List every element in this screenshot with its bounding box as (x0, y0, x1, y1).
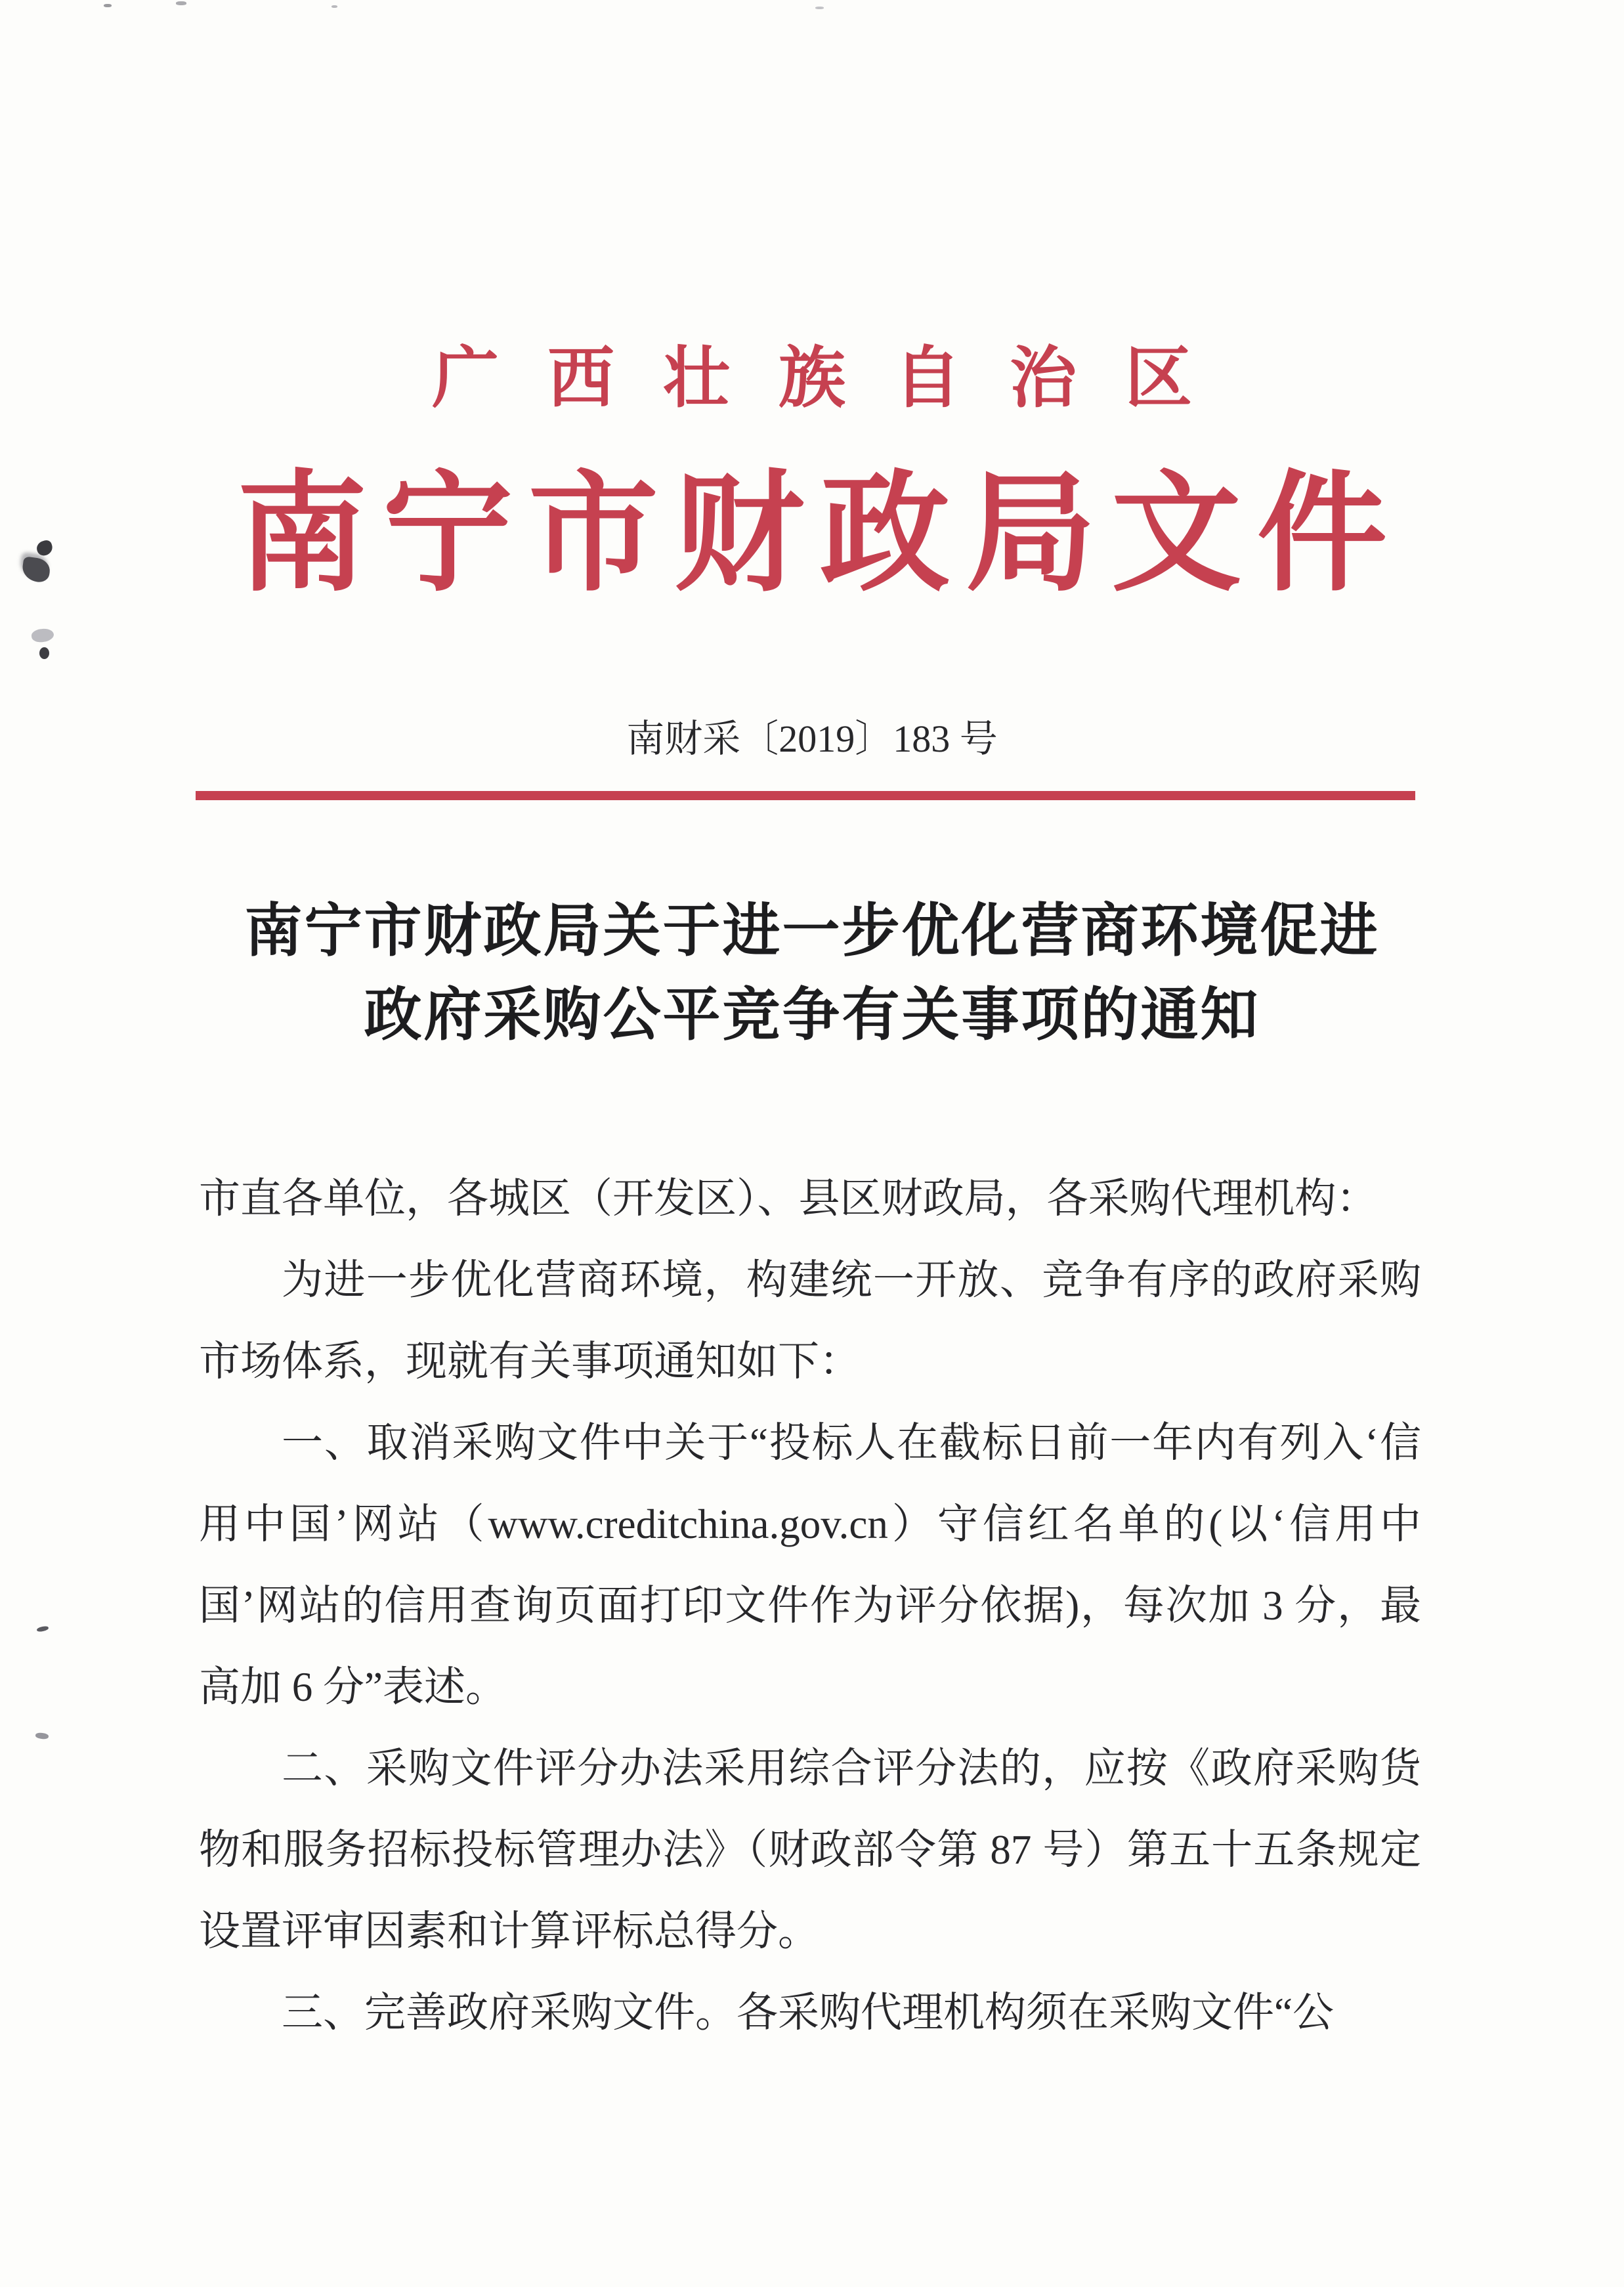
ink-blot (35, 1732, 49, 1740)
doc-body (199, 1158, 1421, 2053)
doc-title-line2: 政府采购公平竞争有关事项的通知 (364, 984, 1260, 1048)
ink-blot (39, 647, 49, 659)
red-divider (196, 791, 1415, 800)
paragraph-item-3: 三、完善政府采购文件。各采购代理机构须在采购文件“公 (282, 1990, 1334, 2036)
scan-speck (331, 5, 337, 8)
header-org-line: 南宁市财政局文件 (237, 463, 1403, 607)
ink-blot (31, 628, 54, 644)
paragraph-intro: 为进一步优化营商环境，构建统一开放、竞争有序的政府采购市场体系，现就有关事项通知如下： (199, 1257, 1421, 1384)
header-region-line: 广西壮族自治区 (432, 342, 1241, 416)
ink-blot (36, 1625, 49, 1633)
doc-title-line1: 南宁市财政局关于进一步优化营商环境促进 (244, 900, 1380, 964)
paragraph-item-1: 一、取消采购文件中关于“投标人在截标日前一年内有列入‘信用中国’网站（www.creditchina.gov.cn）守信红名单的(以‘信用中国’网站的信用查询页面打印文件作为评分依据)，每次加 3 分，最高加 6 分”表述。 (199, 1420, 1421, 1710)
doc-title (0, 890, 1624, 1058)
paragraph-item-2: 二、采购文件评分办法采用综合评分法的，应按《政府采购货物和服务招标投标管理办法》（财政部令第 87 号）第五十五条规定设置评审因素和计算评标总得分。 (199, 1745, 1421, 1954)
doc-number: 南财采〔2019〕183 号 (626, 717, 998, 760)
salutation: 市直各单位，各城区（开发区）、县区财政局，各采购代理机构： (199, 1176, 1378, 1222)
scan-speck (815, 7, 824, 9)
scan-speck (104, 4, 112, 7)
scan-speck (176, 1, 186, 5)
